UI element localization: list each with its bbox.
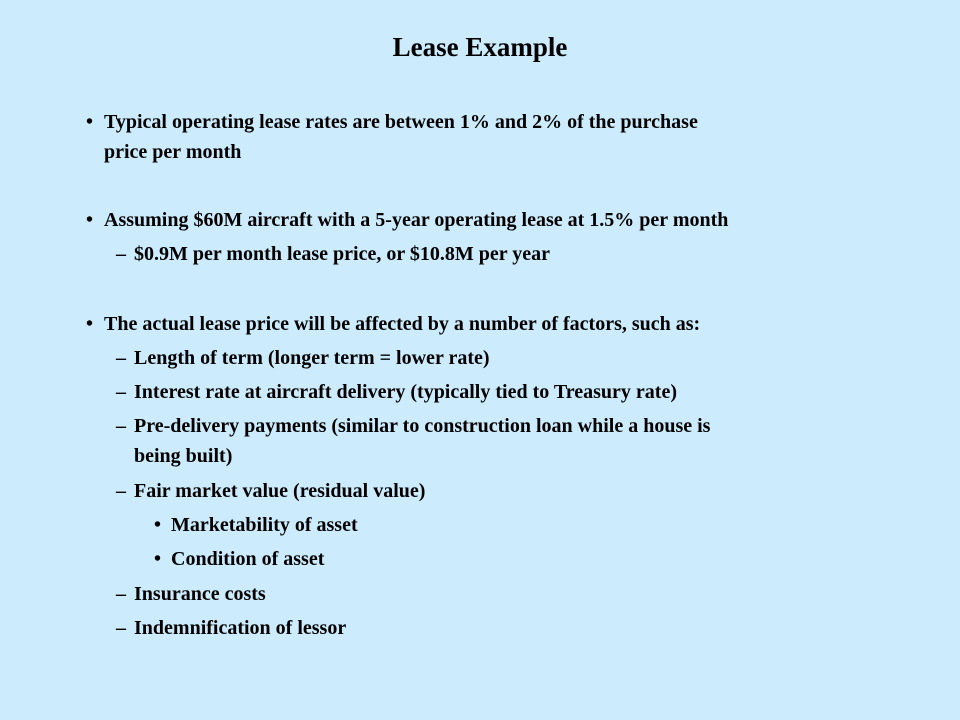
sub-bullet-text: Indemnification of lessor (134, 617, 347, 639)
bullet-marker: • (86, 313, 94, 335)
bullet-text: price per month (104, 141, 242, 163)
bullet-text: The actual lease price will be affected by a number of factors, such as: (104, 313, 701, 335)
dash-marker: – (116, 480, 126, 502)
dash-marker: – (116, 617, 126, 639)
sub-bullet-text: $0.9M per month lease price, or $10.8M per year (134, 243, 551, 265)
sub-sub-bullet-text: Marketability of asset (171, 514, 358, 536)
sub-bullet-text: Pre-delivery payments (similar to construction loan while a house is (134, 415, 711, 437)
sub-bullet-text: Interest rate at aircraft delivery (typically tied to Treasury rate) (134, 381, 677, 403)
dash-marker: – (116, 243, 126, 265)
bullet-text: Typical operating lease rates are between 1% and 2% of the purchase (104, 111, 698, 133)
bullet-text: Assuming $60M aircraft with a 5-year operating lease at 1.5% per month (104, 209, 729, 231)
sub-sub-bullet-text: Condition of asset (171, 548, 325, 570)
bullet-marker: • (86, 209, 94, 231)
sub-bullet-text: Insurance costs (134, 583, 266, 605)
dash-marker: – (116, 347, 126, 369)
bullet-marker: • (86, 111, 94, 133)
dash-marker: – (116, 583, 126, 605)
bullet-marker: • (154, 514, 162, 536)
bullet-marker: • (154, 548, 162, 570)
dash-marker: – (116, 415, 126, 437)
sub-bullet-text: being built) (134, 445, 233, 467)
dash-marker: – (116, 381, 126, 403)
sub-bullet-text: Fair market value (residual value) (134, 480, 426, 502)
slide-title: Lease Example (392, 32, 568, 62)
sub-bullet-text: Length of term (longer term = lower rate) (134, 347, 490, 369)
